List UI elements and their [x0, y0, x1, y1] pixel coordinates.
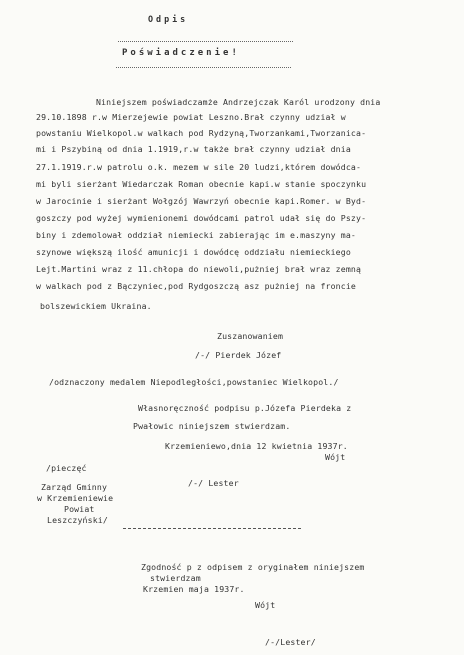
separator-rule — [123, 528, 301, 529]
body-line: mi byli sierżant Wiedarczak Roman obecnie kapi.w stanie spoczynku — [36, 179, 367, 189]
signature-pierdek: /-/ Pierdek Józef — [195, 350, 282, 360]
seal-line: w Krzemieniewie — [37, 493, 114, 503]
place-date: Krzemieniewo,dnia 12 kwietnia 1937r. — [165, 441, 348, 451]
signature-pierdek-title: /odznaczony medalem Niepodległości,powstaniec Wielkopol./ — [49, 377, 339, 387]
conformity-line: stwierdzam — [150, 573, 201, 583]
body-line: powstaniu Wielkopol.w walkach pod Rydzyną,Tworzankami,Tworzanica- — [36, 128, 367, 138]
seal-line: Leszczyński/ — [47, 515, 108, 525]
conformity-line: Krzemien maja 1937r. — [143, 584, 245, 594]
body-line: bolszewickiem Ukraina. — [40, 301, 152, 311]
body-line: 29.10.1898 r.w Mierzejewie powiat Leszno.Brał czynny udział w — [36, 112, 346, 122]
body-line: Lejt.Martini wraz z 11.chłopa do niewoli,pużniej brał wraz zemną — [36, 264, 362, 274]
signature-lester: /-/ Lester — [188, 478, 239, 488]
body-line: w walkach pod z Bączyniec,pod Rydgoszczą asz pużniej na froncie — [36, 281, 356, 291]
conformity-line: Zgodność p z odpisem z oryginałem niniejszem — [141, 562, 365, 572]
seal-line: Powiat — [64, 504, 95, 514]
signature-lester-final: /-/Lester/ — [265, 637, 316, 647]
seal-label: /pieczęć — [46, 463, 87, 473]
body-line: szynowe większą ilość amunicji i dowódcę oddziału niemieckiego — [36, 247, 351, 257]
body-line: 27.1.1919.r.w patrolu o.k. mezem w sile 20 ludzi,którem dowódca- — [36, 162, 362, 172]
body-line: w Jarocinie i sierżant Wołgzój Wawrzyń obecnie kapi.Romer. w Byd- — [36, 196, 367, 206]
body-line: mi i Pszybiną od dnia 1.1919,r.w także brał czynny udział dnia — [36, 144, 351, 154]
document-title: Poświadczenie! — [122, 48, 240, 58]
title-rule-top — [118, 41, 293, 42]
certification-line: Własnoręczność podpisu p.Józefa Pierdeka z — [138, 403, 352, 413]
body-line: goszczy pod wyżej wymienionemi dowódcami patrol udał się do Pszy- — [36, 213, 367, 223]
wojt-label: Wójt — [325, 452, 346, 462]
wojt2-label: Wójt — [255, 600, 276, 610]
body-line: biny i zdemolował oddział niemiecki zabierając im e.maszyny ma- — [36, 230, 356, 240]
certification-line: Pwałowic niniejszem stwierdzam. — [133, 421, 291, 431]
copy-label: Odpis — [148, 14, 189, 24]
body-line: Niniejszem poświadczamże Andrzejczak Karól urodzony dnia — [96, 97, 381, 107]
closing-text: Zuszanowaniem — [217, 331, 284, 341]
seal-line: Zarząd Gminny — [41, 482, 108, 492]
title-rule-bottom — [116, 67, 291, 68]
